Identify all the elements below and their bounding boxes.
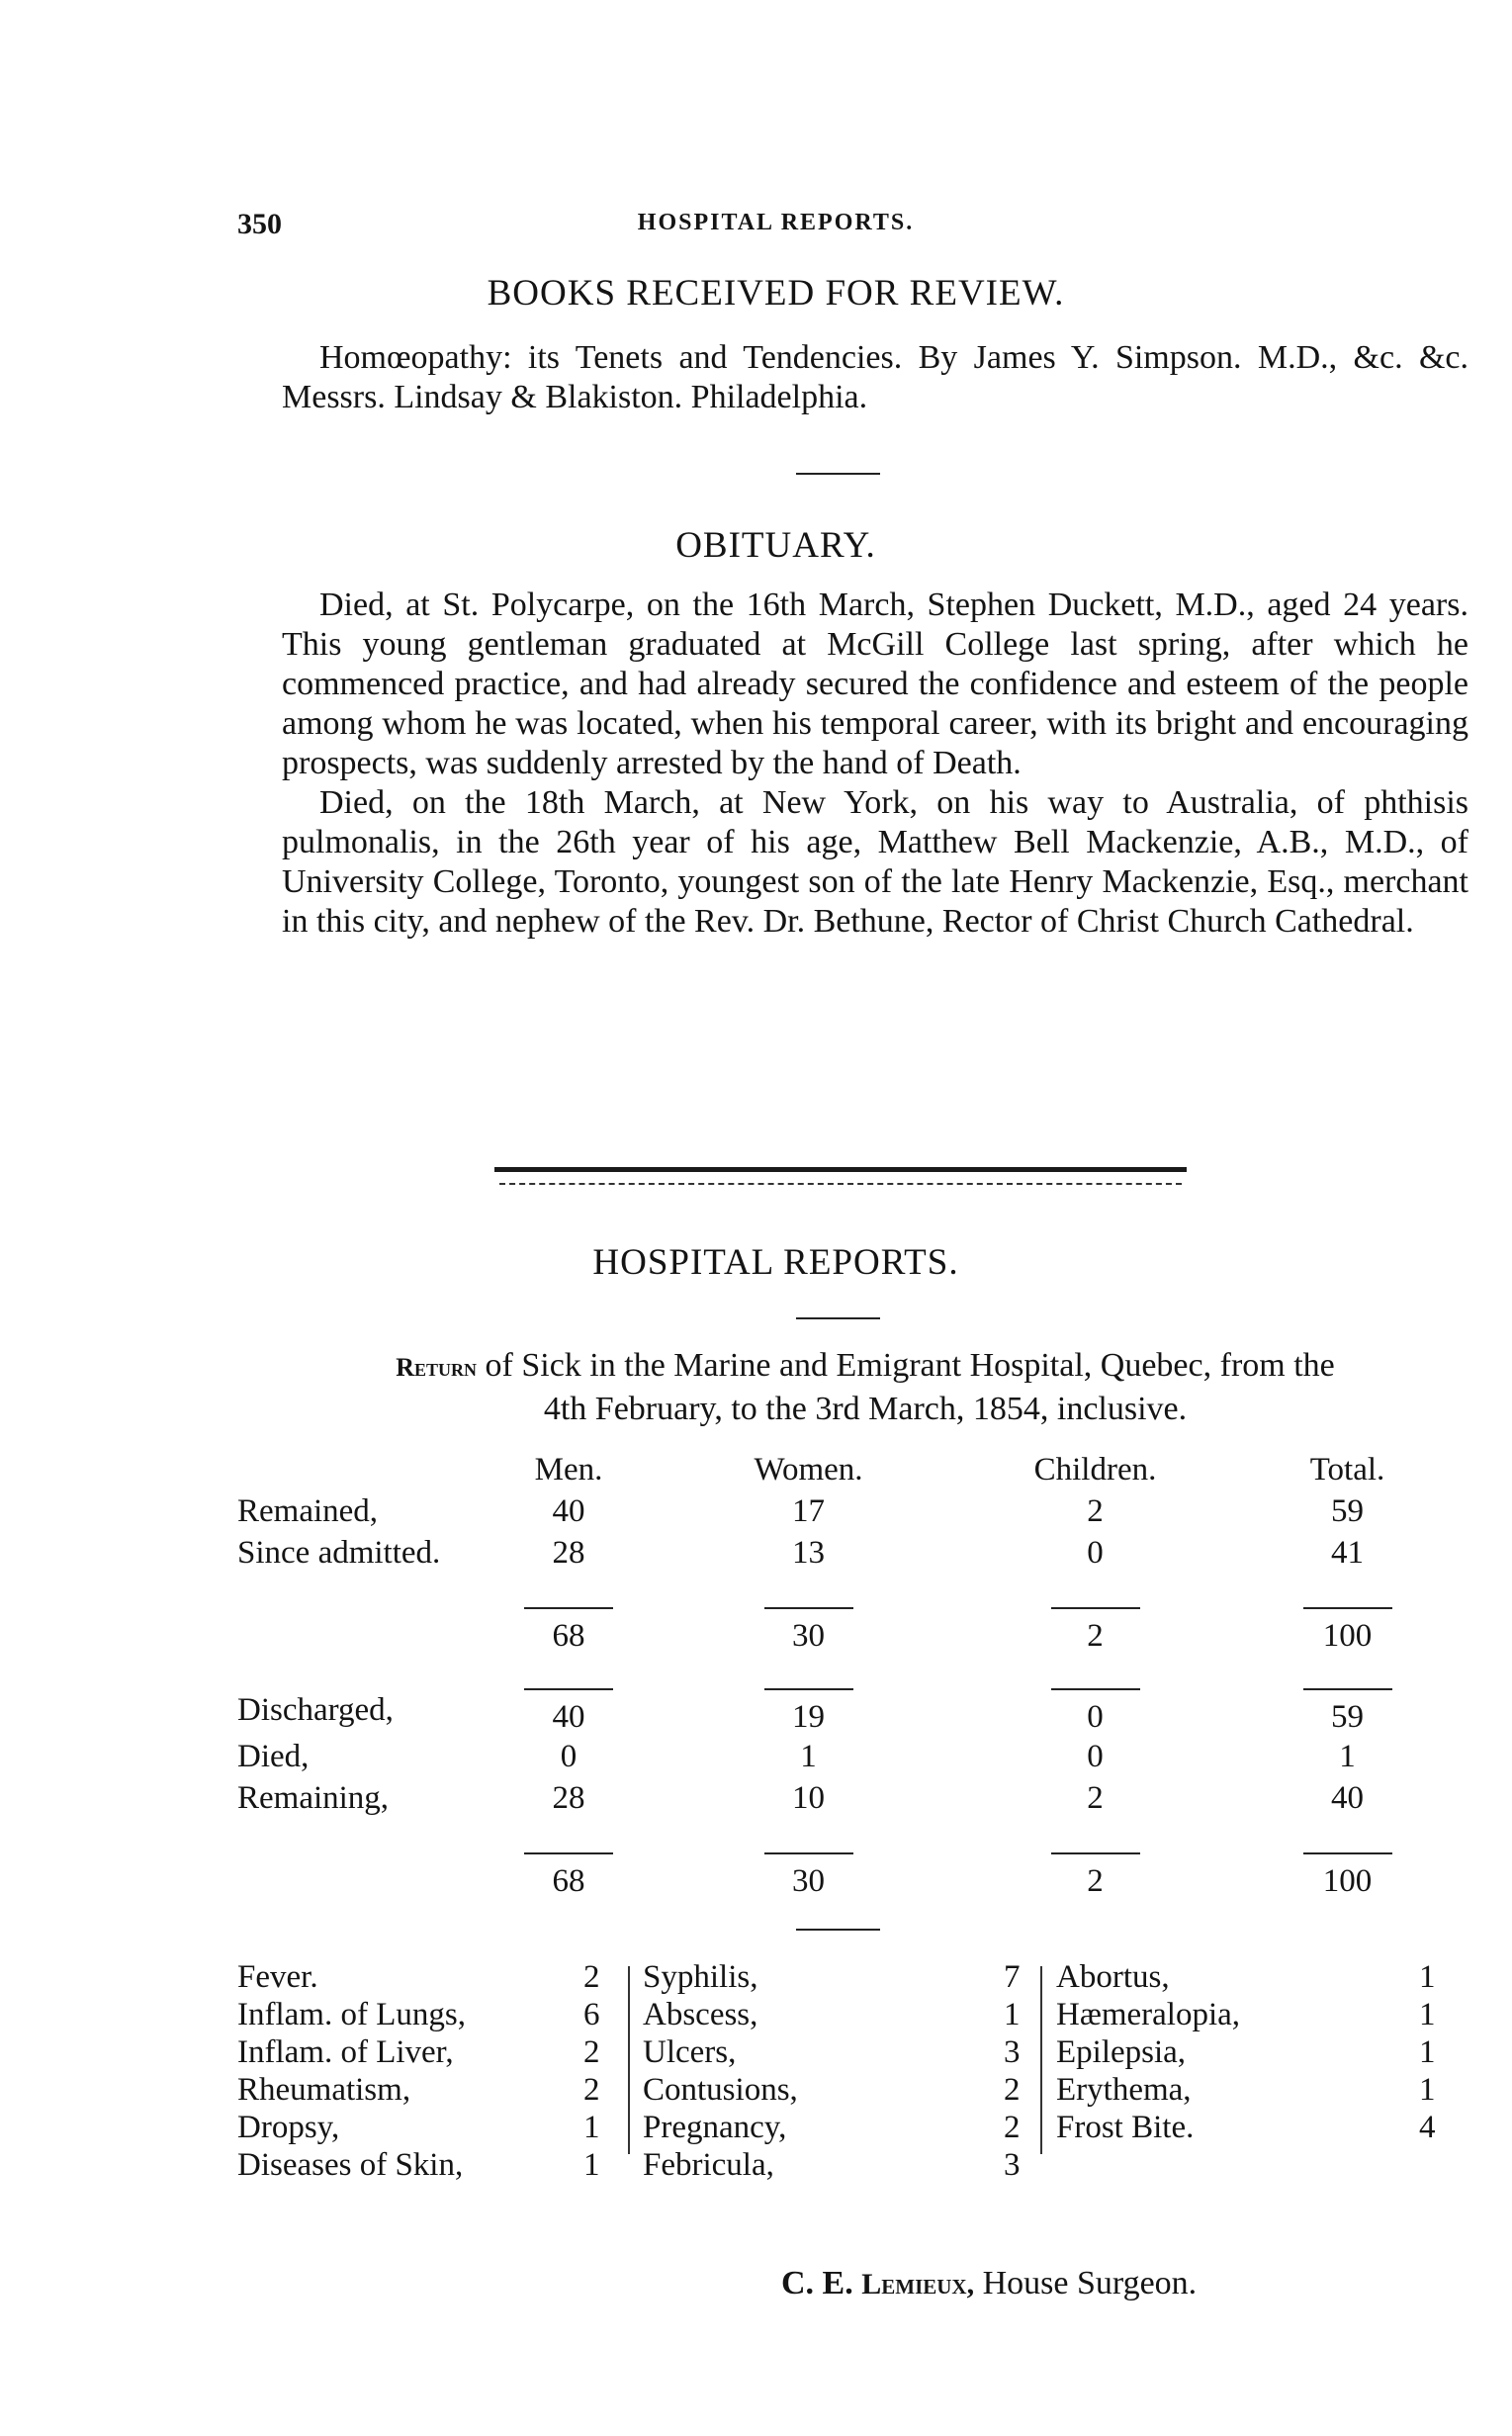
column-header: Children. bbox=[1033, 1451, 1157, 1488]
cell: 2 bbox=[1087, 1492, 1104, 1529]
disease-name: Inflam. of Liver, bbox=[237, 2034, 454, 2070]
section-rule bbox=[796, 1929, 880, 1931]
cell: 2 bbox=[1087, 1779, 1104, 1816]
disease-count: 3 bbox=[1004, 2034, 1021, 2070]
disease-count: 1 bbox=[583, 2110, 600, 2145]
running-head: HOSPITAL REPORTS. bbox=[637, 210, 915, 235]
return-intro-line1: of Sick in the Marine and Emigrant Hospital, Quebec, from the bbox=[485, 1347, 1335, 1384]
cell: 19 bbox=[638, 1655, 979, 1736]
return-intro-line2: 4th February, to the 3rd March, 1854, inclusive. bbox=[543, 1391, 1188, 1427]
disease-name: Hæmeralopia, bbox=[1056, 1997, 1241, 2032]
disease-name: Epilepsia, bbox=[1056, 2034, 1187, 2070]
subtotal-row bbox=[237, 1574, 1483, 1655]
disease-names-col2 bbox=[643, 1958, 798, 2184]
disease-name: Abortus, bbox=[1056, 1959, 1170, 1995]
column-divider bbox=[628, 1966, 630, 2154]
double-rule-top bbox=[494, 1167, 1187, 1172]
cell: 10 bbox=[792, 1779, 825, 1816]
cell: 59 bbox=[1331, 1492, 1364, 1529]
disease-count: 4 bbox=[1419, 2110, 1436, 2145]
disease-count: 1 bbox=[1004, 1997, 1021, 2032]
hospital-heading: HOSPITAL REPORTS. bbox=[592, 1242, 959, 1283]
cell: 0 bbox=[979, 1655, 1211, 1736]
page-number: 350 bbox=[237, 208, 282, 240]
disease-name: Fever. bbox=[237, 1959, 318, 1995]
disease-count: 1 bbox=[1419, 2034, 1436, 2070]
disease-names-col3 bbox=[1056, 1958, 1240, 2146]
disease-counts-col3 bbox=[1419, 1958, 1436, 2146]
books-entry-text: Homœopathy: its Tenets and Tendencies. By James Y. Simpson. M.D., &c. &c. Messrs. Lindsay & Blakiston. Philadelphia. bbox=[282, 339, 1468, 415]
column-header-row bbox=[237, 1449, 1483, 1490]
cell: 28 bbox=[552, 1779, 585, 1816]
disease-count: 1 bbox=[583, 2147, 600, 2183]
subtotal-row bbox=[237, 1819, 1483, 1900]
signature-name: Lemieux, bbox=[861, 2268, 975, 2301]
column-divider bbox=[1040, 1966, 1042, 2154]
cell: 1 bbox=[1339, 1738, 1356, 1774]
subtotal-cell: 100 bbox=[1211, 1574, 1483, 1655]
obituary-paragraph: Died, at St. Polycarpe, on the 16th March, Stephen Duckett, M.D., aged 24 years. This young gentleman graduated at McGill College last spring, after which he commenced practice, and had already secured the confidence and esteem of the people among whom he was located, when his temporal career, with its bright and encouraging prospects, was suddenly arrested by the hand of Death. bbox=[282, 586, 1468, 781]
subtotal-cell: 2 bbox=[979, 1574, 1211, 1655]
disease-name: Abscess, bbox=[643, 1997, 758, 2032]
return-caps: Return bbox=[396, 1353, 478, 1382]
disease-name: Ulcers, bbox=[643, 2034, 737, 2070]
table-row bbox=[237, 1655, 1483, 1736]
return-intro bbox=[237, 1345, 1493, 1430]
cell: 1 bbox=[800, 1738, 817, 1774]
cell: 0 bbox=[560, 1738, 578, 1774]
disease-count: 2 bbox=[1004, 2110, 1021, 2145]
column-header: Men. bbox=[534, 1451, 603, 1488]
disease-count: 3 bbox=[1004, 2147, 1021, 2183]
disease-name: Frost Bite. bbox=[1056, 2110, 1195, 2145]
subtotal-cell: 30 bbox=[638, 1574, 979, 1655]
disease-count: 2 bbox=[583, 2072, 600, 2108]
signature bbox=[781, 2265, 1197, 2302]
disease-names-col1 bbox=[237, 1958, 466, 2184]
cell: 40 bbox=[499, 1655, 638, 1736]
section-rule bbox=[796, 1317, 880, 1319]
disease-name: Febricula, bbox=[643, 2147, 774, 2183]
disease-count: 2 bbox=[583, 1959, 600, 1995]
disease-name: Dropsy, bbox=[237, 2110, 340, 2145]
cell: 40 bbox=[552, 1492, 585, 1529]
subtotal-cell: 2 bbox=[979, 1819, 1211, 1900]
cell: 40 bbox=[1331, 1779, 1364, 1816]
obituary-body bbox=[282, 586, 1468, 942]
disease-name: Rheumatism, bbox=[237, 2072, 411, 2108]
row-label: Remained, bbox=[237, 1492, 379, 1529]
double-rule-bottom bbox=[499, 1183, 1182, 1185]
disease-counts-col2 bbox=[1004, 1958, 1021, 2184]
cell: 13 bbox=[792, 1534, 825, 1571]
disease-name: Diseases of Skin, bbox=[237, 2147, 464, 2183]
disease-count: 7 bbox=[1004, 1959, 1021, 1995]
subtotal-cell: 30 bbox=[638, 1819, 979, 1900]
disease-count: 1 bbox=[1419, 2072, 1436, 2108]
disease-count: 1 bbox=[1419, 1997, 1436, 2032]
subtotal-cell: 68 bbox=[499, 1574, 638, 1655]
books-entry bbox=[282, 338, 1468, 417]
row-label: Discharged, bbox=[237, 1691, 394, 1728]
row-label: Since admitted. bbox=[237, 1534, 441, 1571]
signature-initials: C. E. bbox=[781, 2265, 853, 2301]
subtotal-cell: 68 bbox=[499, 1819, 638, 1900]
disease-name: Syphilis, bbox=[643, 1959, 758, 1995]
disease-name: Erythema, bbox=[1056, 2072, 1192, 2108]
row-label: Remaining, bbox=[237, 1779, 390, 1816]
disease-counts-col1 bbox=[583, 1958, 600, 2184]
disease-count: 2 bbox=[583, 2034, 600, 2070]
column-header: Total. bbox=[1309, 1451, 1385, 1488]
subtotal-cell: 100 bbox=[1211, 1819, 1483, 1900]
cell: 0 bbox=[1087, 1738, 1104, 1774]
cell: 0 bbox=[1087, 1534, 1104, 1571]
disease-name: Contusions, bbox=[643, 2072, 798, 2108]
table-row bbox=[237, 1532, 1483, 1574]
table-row bbox=[237, 1736, 1483, 1777]
table-row bbox=[237, 1490, 1483, 1532]
cell: 59 bbox=[1211, 1655, 1483, 1736]
signature-title: House Surgeon. bbox=[982, 2265, 1198, 2301]
column-header: Women. bbox=[754, 1451, 863, 1488]
cell: 17 bbox=[792, 1492, 825, 1529]
disease-count: 6 bbox=[583, 1997, 600, 2032]
obituary-paragraph: Died, on the 18th March, at New York, on his way to Australia, of phthisis pulmonalis, in the 26th year of his age, Matthew Bell Mackenzie, A.B., M.D., of University College, Toronto, youngest son of the late Henry Mackenzie, Esq., merchant in this city, and nephew of the Rev. Dr. Bethune, Rector of Christ Church Cathedral. bbox=[282, 784, 1468, 940]
disease-count: 2 bbox=[1004, 2072, 1021, 2108]
row-label: Died, bbox=[237, 1738, 310, 1774]
return-table bbox=[237, 1449, 1483, 1900]
section-rule bbox=[796, 473, 880, 475]
disease-name: Inflam. of Lungs, bbox=[237, 1997, 466, 2032]
obituary-heading: OBITUARY. bbox=[675, 525, 876, 566]
cell: 41 bbox=[1331, 1534, 1364, 1571]
table-row bbox=[237, 1777, 1483, 1819]
disease-count: 1 bbox=[1419, 1959, 1436, 1995]
disease-name: Pregnancy, bbox=[643, 2110, 787, 2145]
books-heading: BOOKS RECEIVED FOR REVIEW. bbox=[487, 273, 1065, 314]
cell: 28 bbox=[552, 1534, 585, 1571]
